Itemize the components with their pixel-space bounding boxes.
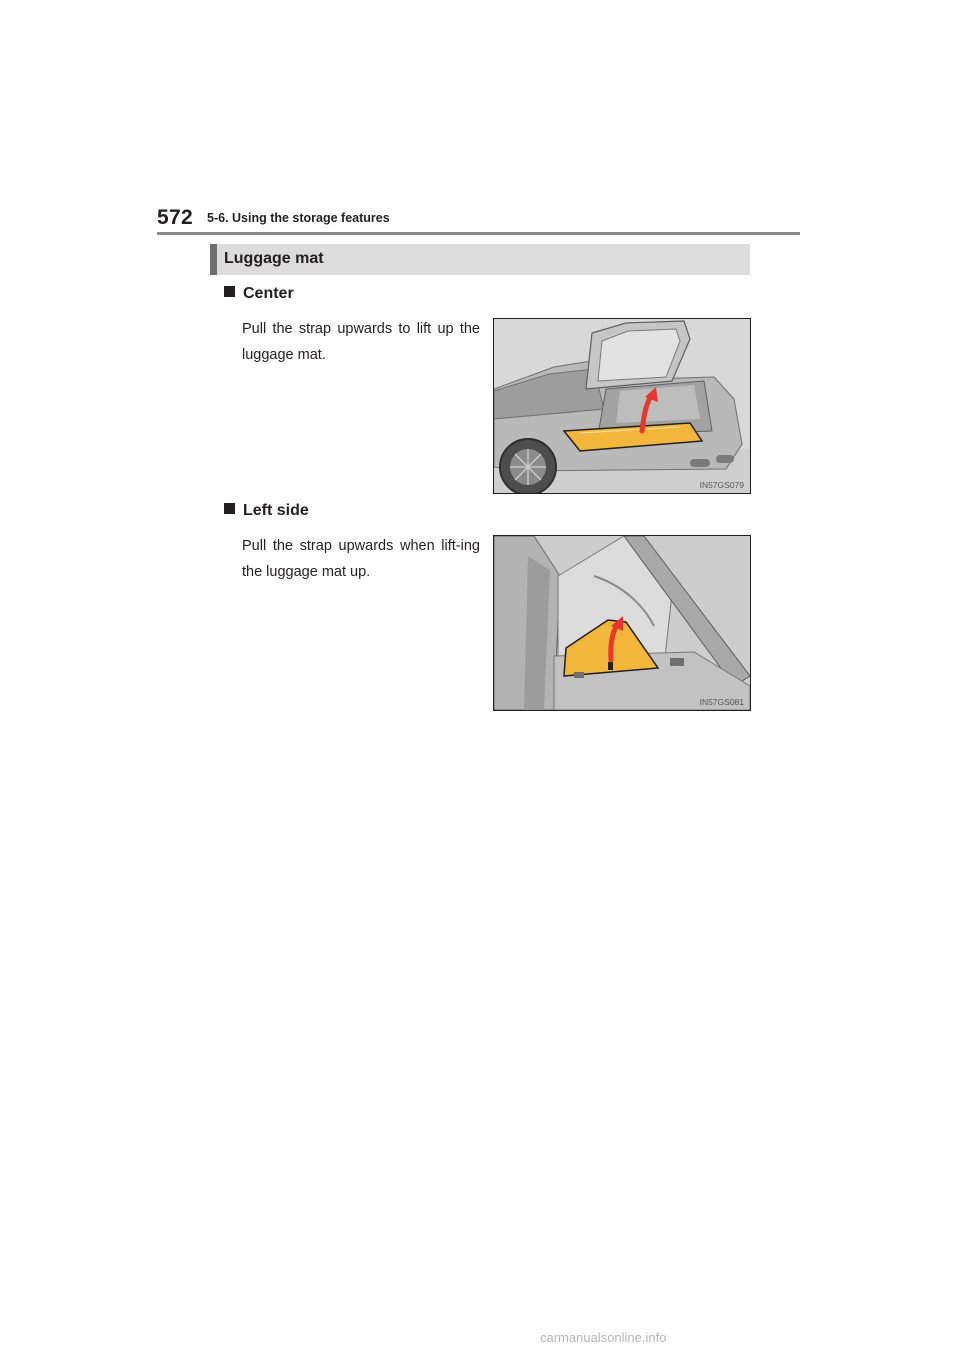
figure-center-trunk: [493, 318, 751, 494]
subheading-center: [224, 285, 294, 303]
page-number: 572: [157, 206, 193, 229]
subheading-left-side: [224, 502, 309, 520]
left-side-instruction: Pull the strap upwards when lift-ing the luggage mat up.: [242, 538, 480, 580]
section-reference: 5-6. Using the storage features: [207, 211, 390, 225]
square-bullet-icon: [224, 286, 235, 297]
header-rule: [157, 232, 800, 235]
section-heading-bar: [210, 244, 750, 275]
heading-accent: [210, 244, 217, 275]
watermark: carmanualsonline.info: [540, 1330, 667, 1345]
square-bullet-icon: [224, 503, 235, 514]
trunk-interior-illustration: [494, 536, 750, 710]
subheading-left-side-label: Left side: [243, 502, 309, 519]
subheading-center-label: Center: [243, 285, 294, 302]
figure-left-side-trunk: [493, 535, 751, 711]
center-instruction: Pull the strap upwards to lift up the luggage mat.: [242, 321, 480, 363]
car-trunk-illustration: [494, 319, 750, 493]
figure-code-left-side: IN57GS081: [699, 697, 744, 707]
figure-code-center: IN57GS079: [699, 480, 744, 490]
section-title: Luggage mat: [224, 250, 324, 267]
